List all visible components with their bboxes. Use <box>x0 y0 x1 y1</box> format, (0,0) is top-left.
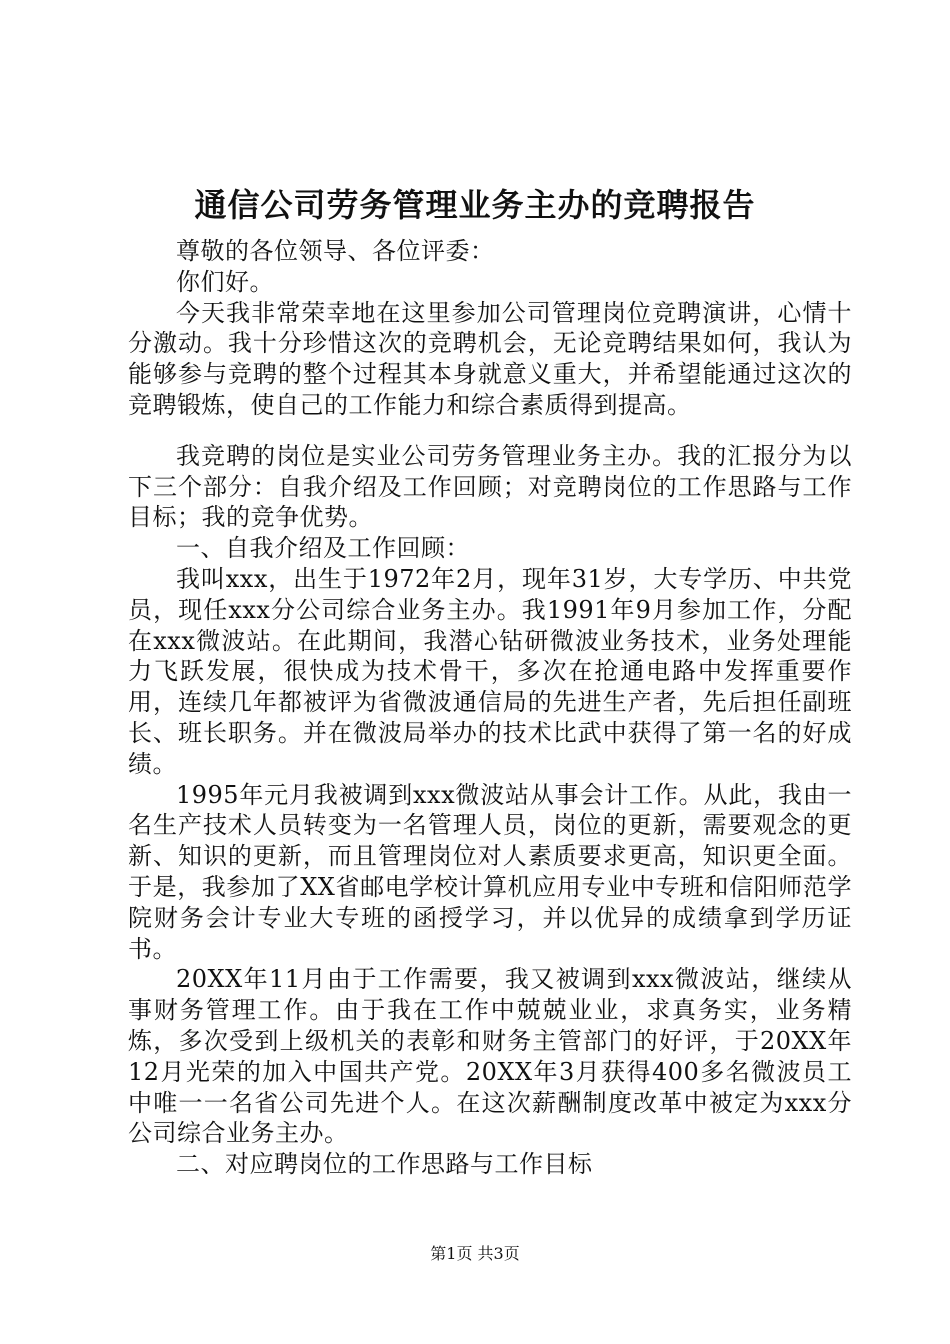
position-paragraph: 我竞聘的岗位是实业公司劳务管理业务主办。我的汇报分为以下三个部分：自我介绍及工作回顾；对竞聘岗位的工作思路与工作目标；我的竞争优势。 <box>128 441 852 532</box>
career-paragraph-1995: 1995年元月我被调到xxx微波站从事会计工作。从此，我由一名生产技术人员转变为一名管理人员，岗位的更新，需要观念的更新、知识的更新，而且管理岗位对人素质要求更高，知识更全面。于是，我参加了XX省邮电学校计算机应用专业中专班和信阳师范学院财务会计专业大专班的函授学习，并以优异的成绩拿到学历证书。 <box>128 780 852 963</box>
section-heading-2: 二、对应聘岗位的工作思路与工作目标 <box>176 1150 593 1179</box>
page-footer: 第1页 共3页 <box>430 1244 520 1263</box>
paragraph-spacer <box>128 421 852 441</box>
document-title: 通信公司劳务管理业务主办的竞聘报告 <box>194 186 756 224</box>
document-body <box>128 236 852 1180</box>
bio-paragraph: 我叫xxx，出生于1972年2月，现年31岁，大专学历、中共党员，现任xxx分公司综合业务主办。我1991年9月参加工作，分配在xxx微波站。在此期间，我潜心钻研微波业务技术，业务处理能力飞跃发展，很快成为技术骨干，多次在抢通电路中发挥重要作用，连续几年都被评为省微波通信局的先进生产者，先后担任副班长、班长职务。并在微波局举办的技术比武中获得了第一名的好成绩。 <box>128 564 852 778</box>
section-heading-1: 一、自我介绍及工作回顾： <box>176 534 470 563</box>
salutation: 尊敬的各位领导、各位评委： <box>176 237 495 265</box>
career-paragraph-20xx: 20XX年11月由于工作需要，我又被调到xxx微波站，继续从事财务管理工作。由于我在工作中兢兢业业，求真务实，业务精炼，多次受到上级机关的表彰和财务主管部门的好评，于20XX年12月光荣的加入中国共产党。20XX年3月获得400多名微波员工中唯一一名省公司先进个人。在这次薪酬制度改革中被定为xxx分公司综合业务主办。 <box>128 965 852 1148</box>
greeting: 你们好。 <box>176 267 274 296</box>
intro-paragraph: 今天我非常荣幸地在这里参加公司管理岗位竞聘演讲，心情十分激动。我十分珍惜这次的竞聘机会，无论竞聘结果如何，我认为能够参与竞聘的整个过程其本身就意义重大，并希望能通过这次的竞聘锻炼，使自己的工作能力和综合素质得到提高。 <box>128 298 852 419</box>
